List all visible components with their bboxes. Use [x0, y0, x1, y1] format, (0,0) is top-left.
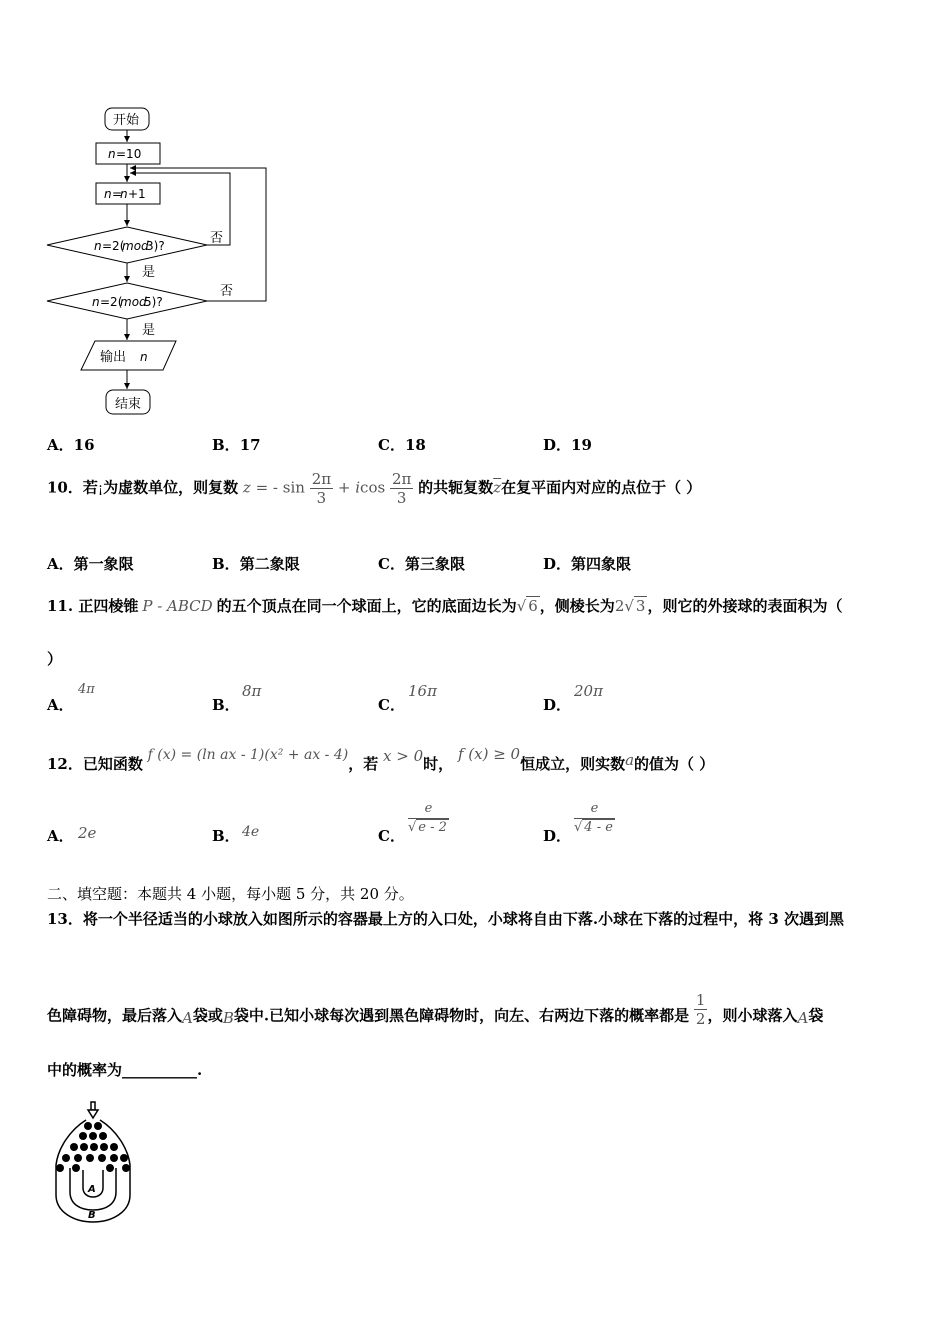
obstacle-dot — [79, 1132, 87, 1140]
obstacle-dot — [106, 1164, 114, 1172]
q10-option-c[interactable]: C．第三象限 — [378, 555, 465, 573]
obstacle-dot — [98, 1154, 106, 1162]
obstacle-dot — [100, 1143, 108, 1151]
entry-arrow-shaft — [91, 1102, 95, 1110]
q11-option-a[interactable]: A． — [47, 696, 74, 714]
obstacle-dot — [110, 1154, 118, 1162]
flow-no1-label: 否 — [210, 231, 224, 246]
obstacle-dot — [86, 1154, 94, 1162]
flow-output-parallelogram — [81, 341, 176, 370]
entry-arrow-head — [88, 1110, 98, 1118]
bag-b-label: B — [88, 1210, 96, 1221]
flow-yes2-label: 是 — [142, 323, 156, 338]
q12-option-a-value: 2e — [78, 824, 97, 842]
flow-cond1-eq: =2( — [102, 239, 125, 253]
flow-cond2-eq: =2( — [100, 295, 123, 309]
obstacle-dot — [80, 1143, 88, 1151]
flow-update-eq: = — [112, 187, 123, 201]
flow-start-label: 开始 — [113, 113, 140, 128]
q9-option-d[interactable]: D．19 — [543, 436, 592, 454]
obstacle-dot — [72, 1164, 80, 1172]
q12-option-a[interactable]: A． — [47, 827, 74, 845]
obstacle-dot — [70, 1143, 78, 1151]
q11-stem-close: ） — [47, 650, 63, 668]
q11-stem: 11. 正四棱锥 P - ABCD 的五个顶点在同一个球面上，它的底面边长为√ 6 ，侧棱长为2√ 3 ，则它的外接球的表面积为（ — [47, 597, 843, 615]
q11-option-c-value: 16π — [408, 682, 437, 700]
q13-answer-blank[interactable]: __________ — [122, 1061, 198, 1079]
flow-yes1-label: 是 — [142, 265, 156, 280]
flow-update-rhs: n — [120, 187, 128, 201]
ball-container-figure — [50, 1100, 140, 1225]
q9-option-c[interactable]: C．18 — [378, 436, 426, 454]
bag-a-label: A — [88, 1184, 96, 1195]
flow-update-lhs: n — [104, 187, 112, 201]
q10-option-d[interactable]: D．第四象限 — [543, 555, 632, 573]
q13-line1: 13．将一个半径适当的小球放入如图所示的容器最上方的入口处，小球将自由下落.小球在下落的过程中，将 3 次遇到黑 — [47, 910, 844, 928]
flow-cond2-lhs: n — [92, 295, 100, 309]
obstacle-dot — [90, 1143, 98, 1151]
q9-option-a[interactable]: A．16 — [47, 436, 95, 454]
obstacle-dot — [122, 1164, 130, 1172]
flow-no2-label: 否 — [220, 284, 234, 299]
flowchart — [40, 100, 300, 430]
obstacle-dot — [84, 1122, 92, 1130]
flow-cond1-tail: 3)? — [146, 239, 165, 253]
q12-stem: 12．已知函数 f (x) = (ln ax - 1)(x² + ax - 4)，若 x > 0时， f (x) ≥ 0恒成立，则实数a的值为（ ） — [47, 745, 715, 773]
flow-init-eq: =10 — [116, 147, 142, 161]
q10-frac-1: $\frac{2\pi}{3}$ — [311, 470, 332, 507]
q9-option-b[interactable]: B．17 — [212, 436, 261, 454]
obstacle-dot — [94, 1122, 102, 1130]
q10-option-b[interactable]: B．第二象限 — [212, 555, 300, 573]
obstacle-dot — [99, 1132, 107, 1140]
flow-output-var: n — [140, 350, 148, 364]
flow-cond2-mod: mod — [120, 295, 147, 309]
q10-frac-2: $\frac{2\pi}{3}$ — [391, 470, 412, 507]
q10-option-a[interactable]: A．第一象限 — [47, 555, 134, 573]
q11-option-b[interactable]: B． — [212, 696, 240, 714]
q11-option-d[interactable]: D． — [543, 696, 572, 714]
section2-title: 二、填空题：本题共 4 小题，每小题 5 分，共 20 分。 — [47, 885, 414, 903]
obstacle-dot — [62, 1154, 70, 1162]
obstacle-dot — [56, 1164, 64, 1172]
q12-option-d-frac: $\frac{e}{√ 4 - e}$ — [574, 801, 613, 835]
obstacle-dot — [110, 1143, 118, 1151]
q12-option-b-value: 4e — [242, 824, 260, 840]
q12-option-c[interactable]: C． — [378, 827, 405, 845]
flow-update-plus: +1 — [128, 187, 146, 201]
q11-option-c[interactable]: C． — [378, 696, 405, 714]
flow-cond1-lhs: n — [94, 239, 102, 253]
q13-line3: 中的概率为__________. — [47, 1061, 203, 1079]
q12-option-d[interactable]: D． — [543, 827, 572, 845]
q11-option-a-value: 4π — [78, 682, 95, 697]
obstacle-dot — [74, 1154, 82, 1162]
flow-cond1-mod: mod — [122, 239, 149, 253]
q10-stem: 10．若¡为虚数单位，则复数 z = - sin $\frac{2\pi}{3}$ + icos $\frac{2\pi}{3}$ 的共轭复数$\overline{z}$在复平面内对应的点位于（ ） — [47, 470, 702, 507]
flow-init-var: n — [108, 147, 116, 161]
flow-end-label: 结束 — [115, 397, 142, 412]
flow-cond2-tail: 5)? — [144, 295, 163, 309]
obstacle-dot — [120, 1154, 128, 1162]
obstacle-dots — [56, 1122, 130, 1172]
flow-output-label: 输出 — [100, 350, 127, 365]
q12-option-b[interactable]: B． — [212, 827, 240, 845]
obstacle-dot — [89, 1132, 97, 1140]
q11-option-d-value: 20π — [574, 682, 603, 700]
q11-option-b-value: 8π — [242, 682, 262, 700]
q13-line2: 色障碍物，最后落入A袋或B袋中.已知小球每次遇到黑色障碍物时，向左、右两边下落的概率都是 $\frac{1}{2}$ ，则小球落入A袋 — [47, 991, 824, 1028]
q12-option-c-frac: $\frac{e}{√ e - 2}$ — [408, 801, 447, 835]
